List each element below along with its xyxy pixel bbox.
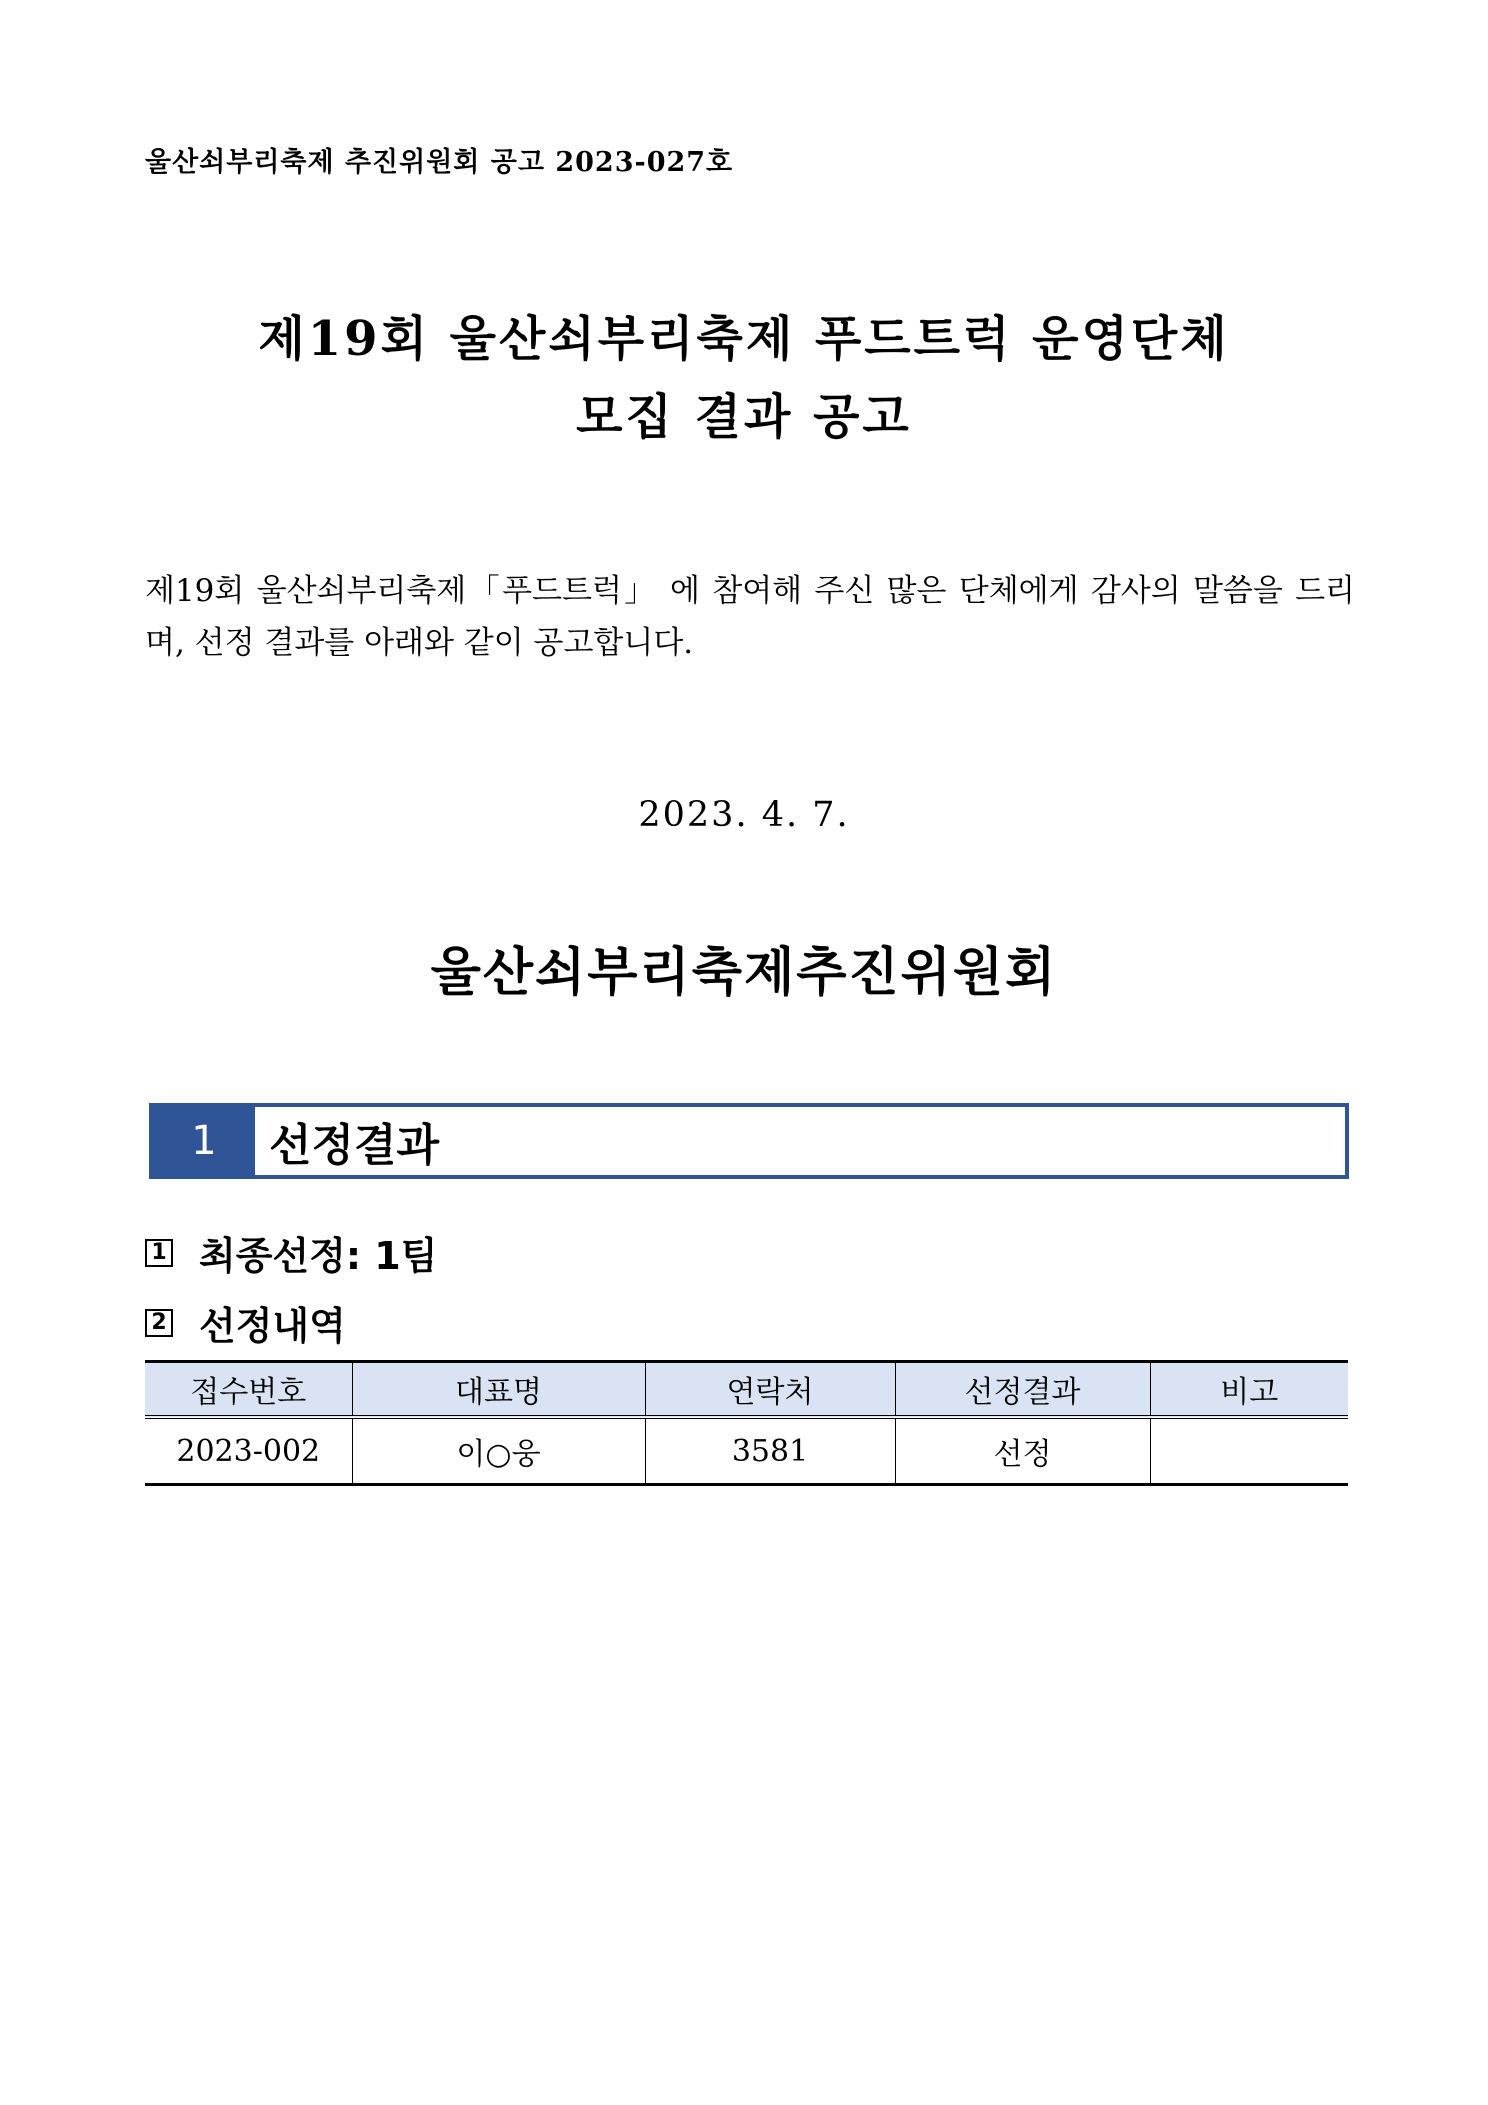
- notice-number: 울산쇠부리축제 추진위원회 공고 2023-027호: [145, 147, 734, 178]
- header-remarks: 비고: [1150, 1362, 1348, 1418]
- header-contact: 연락처: [645, 1362, 895, 1418]
- subheading-text: 최종선정: 1팀: [199, 1234, 438, 1278]
- header-selection-result: 선정결과: [895, 1362, 1150, 1418]
- header-representative: 대표명: [352, 1362, 645, 1418]
- table-row: [145, 1417, 1348, 1485]
- cell-selection-result: 선정: [895, 1417, 1150, 1485]
- cell-remarks: [1150, 1417, 1348, 1485]
- notice-date: 2023. 4. 7.: [638, 795, 850, 835]
- page-title-line2: 모집 결과 공고: [576, 389, 912, 445]
- section-title: 선정결과: [269, 1120, 440, 1171]
- cell-representative: 이○웅: [352, 1417, 645, 1485]
- intro-paragraph: 제19회 울산쇠부리축제「푸드트럭」 에 참여해 주신 많은 단체에게 감사의 말씀을 드리며, 선정 결과를 아래와 같이 공고합니다.: [145, 573, 1355, 661]
- table-header-row: [145, 1362, 1348, 1418]
- subheading-final-selection: [145, 1225, 437, 1280]
- header-receipt-number: 접수번호: [145, 1362, 352, 1418]
- cell-receipt-number: 2023-002: [145, 1417, 352, 1485]
- subheading-selection-details: [145, 1295, 346, 1350]
- section-header: [149, 1103, 1349, 1179]
- boxed-number: 2: [145, 1309, 173, 1337]
- selection-table: [145, 1360, 1348, 1486]
- subheading-text: 선정내역: [199, 1304, 346, 1348]
- section-number: 1: [153, 1107, 255, 1175]
- page-title-line1: 제19회 울산쇠부리축제 푸드트럭 운영단체: [258, 311, 1230, 367]
- cell-contact: 3581: [645, 1417, 895, 1485]
- boxed-number: 1: [145, 1239, 173, 1267]
- organization-name: 울산쇠부리축제추진위원회: [430, 942, 1058, 1003]
